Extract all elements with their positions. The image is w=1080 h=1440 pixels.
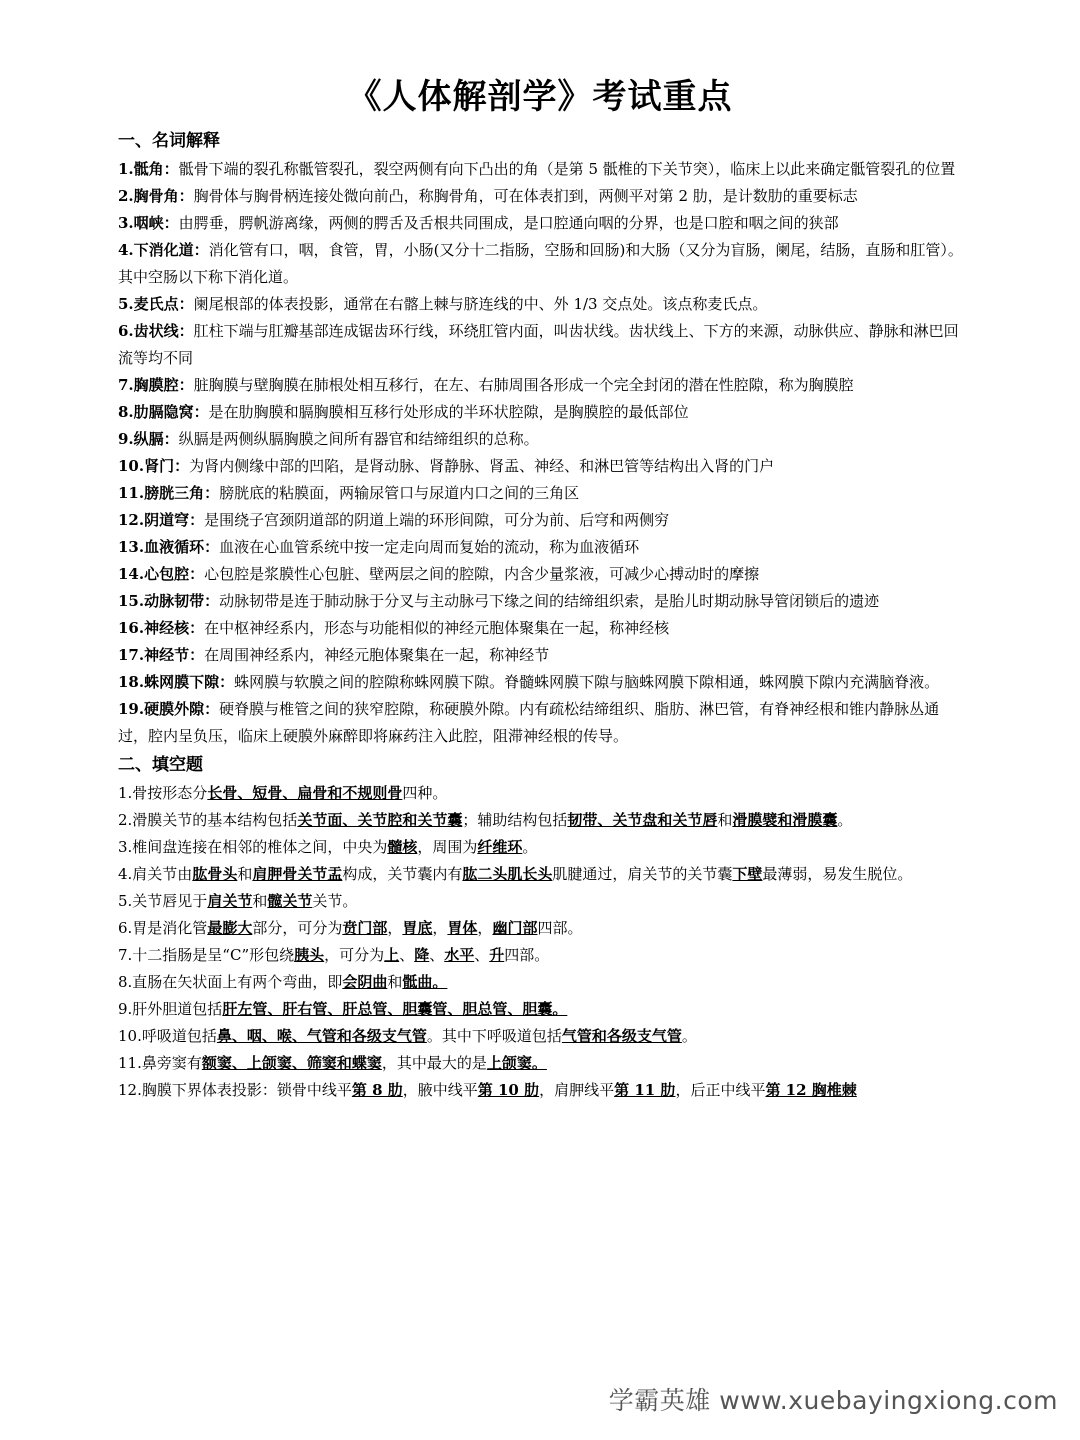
definition-text: 是在肋胸膜和膈胸膜相互移行处形成的半环状腔隙，是胸膜腔的最低部位 [208, 403, 689, 421]
answer-text: 长骨、短骨、扁骨和不规则骨 [207, 784, 403, 802]
answer-text: 鼻、咽、喉、气管和各级支气管 [216, 1027, 427, 1045]
question-text: 和 [237, 865, 253, 883]
question-text: 四种。 [402, 784, 448, 802]
question-text: ；辅助结构包括 [462, 811, 568, 829]
answer-text: 滑膜襞和滑膜囊 [732, 811, 838, 829]
question-text: 6.胃是消化管 [118, 919, 208, 937]
definition-text: 为肾内侧缘中部的凹陷，是肾动脉、肾静脉、肾盂、神经、和淋巴管等结构出入肾的门户 [189, 457, 775, 475]
question-text: 7.十二指肠是呈“C”形包绕 [118, 946, 295, 964]
fill-blank-item [118, 780, 964, 807]
definition-term: 8.肋膈隐窝： [118, 403, 209, 421]
definition-item [118, 696, 964, 750]
definition-item [118, 237, 964, 291]
definition-text: 动脉韧带是连于肺动脉于分叉与主动脉弓下缘之间的结缔组织索，是胎儿时期动脉导管闭锁后的遗迹 [219, 592, 880, 610]
section-heading-definitions: 一、名词解释 [118, 131, 220, 151]
answer-text: 肱骨头 [192, 865, 238, 883]
question-text: 2.滑膜关节的基本结构包括 [118, 811, 298, 829]
question-text: 和 [252, 892, 268, 910]
definitions-list [118, 156, 964, 750]
fill-blank-item [118, 861, 964, 888]
definition-item [118, 453, 964, 480]
definition-text: 纵膈是两侧纵膈胸膜之间所有器官和结缔组织的总称。 [178, 430, 539, 448]
definition-term: 6.齿状线： [118, 322, 194, 340]
question-text: ， [477, 919, 493, 937]
answer-text: 髓核 [387, 838, 418, 856]
definition-text: 骶骨下端的裂孔称骶管裂孔，裂空两侧有向下凸出的角（是第 5 骶椎的下关节突），临床上以此来确定骶管裂孔的位置 [178, 160, 956, 178]
fill-blank-item [118, 807, 964, 834]
answer-text: 上颌窦。 [486, 1054, 547, 1072]
question-text: 11.鼻旁窦有 [118, 1054, 202, 1072]
question-text: 、 [474, 946, 490, 964]
definition-item [118, 210, 964, 237]
fill-blank-item [118, 1050, 964, 1077]
question-text: 部分，可分为 [252, 919, 343, 937]
answer-text: 纤维环 [477, 838, 523, 856]
answer-text: 骶曲。 [402, 973, 448, 991]
question-text: ，肩胛线平 [539, 1081, 615, 1099]
definition-term: 7.胸膜腔： [118, 376, 194, 394]
answer-text: 胰头 [294, 946, 325, 964]
fill-blank-item [118, 1023, 964, 1050]
fill-blank-item [118, 888, 964, 915]
watermark: 学霸英雄 www.xuebayingxiong.com [608, 1386, 1058, 1415]
definition-text: 由腭垂，腭帆游离缘，两侧的腭舌及舌根共同围成，是口腔通向咽的分界，也是口腔和咽之间的狭部 [178, 214, 839, 232]
question-text: 四部。 [504, 946, 550, 964]
question-text: 、 [429, 946, 445, 964]
answer-text: 水平 [444, 946, 475, 964]
question-text: 3.椎间盘连接在相邻的椎体之间，中央为 [118, 838, 388, 856]
fill-blank-item [118, 996, 964, 1023]
answer-text: 肱二头肌长头 [462, 865, 553, 883]
answer-text: 胃底 [402, 919, 433, 937]
definition-term: 18.蛛网膜下隙： [118, 673, 235, 691]
question-text: ， [432, 919, 448, 937]
answer-text: 第 8 肋 [351, 1081, 403, 1099]
question-text: ，腋中线平 [402, 1081, 478, 1099]
definition-term: 14.心包腔： [118, 565, 205, 583]
question-text: 、 [399, 946, 415, 964]
definition-text: 消化管有口，咽，食管，胃，小肠(又分十二指肠，空肠和回肠)和大肠（又分为盲肠，阑尾，结肠，直肠和肛管）。其中空肠以下称下消化道。 [118, 241, 963, 286]
definition-text: 心包腔是浆膜性心包脏、壁两层之间的腔隙，内含少量浆液，可减少心搏动时的摩擦 [204, 565, 760, 583]
question-text: 1.骨按形态分 [118, 784, 208, 802]
question-text: 构成，关节囊内有 [342, 865, 463, 883]
question-text: 9.肝外胆道包括 [118, 1000, 223, 1018]
document-title: 《人体解剖学》考试重点 [347, 77, 733, 117]
question-text: 。 [522, 838, 538, 856]
definition-item [118, 669, 964, 696]
answer-text: 贲门部 [342, 919, 388, 937]
question-text: 四部。 [537, 919, 583, 937]
definition-text: 在周围神经系内，神经元胞体聚集在一起，称神经节 [204, 646, 550, 664]
document-content [118, 126, 964, 1104]
question-text: 4.肩关节由 [118, 865, 193, 883]
answer-text: 升 [489, 946, 505, 964]
definition-text: 在中枢神经系内，形态与功能相似的神经元胞体聚集在一起，称神经核 [204, 619, 670, 637]
definition-text: 阑尾根部的体表投影，通常在右髂上棘与脐连线的中、外 1/3 交点处。该点称麦氏点。 [193, 295, 768, 313]
definition-term: 10.肾门： [118, 457, 190, 475]
definition-term: 9.纵膈： [118, 430, 179, 448]
definition-term: 11.膀胱三角： [118, 484, 220, 502]
answer-text: 第 10 肋 [477, 1081, 540, 1099]
definition-item [118, 480, 964, 507]
answer-text: 第 11 肋 [614, 1081, 676, 1099]
answer-text: 最膨大 [207, 919, 253, 937]
definition-text: 脏胸膜与壁胸膜在肺根处相互移行，在左、右肺周围各形成一个完全封闭的潜在性腔隙，称为胸膜腔 [193, 376, 854, 394]
question-text: 最薄弱，易发生脱位。 [762, 865, 913, 883]
answer-text: 上 [384, 946, 400, 964]
definition-item [118, 399, 964, 426]
definition-item [118, 426, 964, 453]
fill-blank-item [118, 942, 964, 969]
fill-blank-item [118, 834, 964, 861]
question-text: 8.直肠在矢状面上有两个弯曲，即 [118, 973, 343, 991]
definition-text: 蛛网膜与软膜之间的腔隙称蛛网膜下隙。脊髓蛛网膜下隙与脑蛛网膜下隙相通，蛛网膜下隙内充满脑脊液。 [234, 673, 940, 691]
answer-text: 胃体 [447, 919, 478, 937]
fill-blank-item [118, 969, 964, 996]
question-text: 和 [717, 811, 733, 829]
answer-text: 额窦、上颌窦、筛窦和蝶窦 [201, 1054, 382, 1072]
section-heading-fill-blanks: 二、填空题 [118, 755, 203, 775]
definition-item [118, 561, 964, 588]
question-text: 。其中下呼吸道包括 [426, 1027, 562, 1045]
definition-term: 17.神经节： [118, 646, 205, 664]
definition-item [118, 534, 964, 561]
definition-item [118, 642, 964, 669]
question-text: 关节。 [312, 892, 358, 910]
fill-blank-item [118, 1077, 964, 1104]
definition-term: 13.血液循环： [118, 538, 220, 556]
answer-text: 降 [414, 946, 430, 964]
answer-text: 关节面、关节腔和关节囊 [297, 811, 463, 829]
question-text: 和 [387, 973, 403, 991]
question-text: 肌腱通过，肩关节的关节囊 [552, 865, 733, 883]
fill-blanks-list [118, 780, 964, 1104]
answer-text: 韧带、关节盘和关节唇 [567, 811, 718, 829]
definition-text: 硬脊膜与椎管之间的狭窄腔隙，称硬膜外隙。内有疏松结缔组织、脂肪、淋巴管，有脊神经根和锥内静脉丛通过，腔内呈负压，临床上硬膜外麻醉即将麻药注入此腔，阻滞神经根的传导。 [118, 700, 940, 745]
question-text: ，后正中线平 [675, 1081, 766, 1099]
definition-term: 3.咽峡： [118, 214, 179, 232]
answer-text: 肩胛骨关节盂 [252, 865, 343, 883]
definition-item [118, 183, 964, 210]
question-text: 。 [681, 1027, 697, 1045]
definition-term: 12.阴道穹： [118, 511, 205, 529]
answer-text: 髋关节 [267, 892, 313, 910]
definition-term: 16.神经核： [118, 619, 205, 637]
definition-text: 肛柱下端与肛瓣基部连成锯齿环行线，环绕肛管内面，叫齿状线。齿状线上、下方的来源，动脉供应、静脉和淋巴回流等均不同 [118, 322, 959, 367]
definition-item [118, 372, 964, 399]
fill-blank-item [118, 915, 964, 942]
definition-term: 19.硬膜外隙： [118, 700, 220, 718]
definition-text: 是围绕子宫颈阴道部的阴道上端的环形间隙，可分为前、后穹和两侧穷 [204, 511, 670, 529]
definition-item [118, 291, 964, 318]
answer-text: 肩关节 [207, 892, 253, 910]
question-text: ， [387, 919, 403, 937]
question-text: ，可分为 [324, 946, 385, 964]
definition-item [118, 318, 964, 372]
definition-term: 1.骶角： [118, 160, 179, 178]
question-text: 。 [837, 811, 853, 829]
answer-text: 会阴曲 [342, 973, 388, 991]
definition-term: 5.麦氏点： [118, 295, 194, 313]
definition-term: 15.动脉韧带： [118, 592, 220, 610]
answer-text: 第 12 胸椎棘 [765, 1081, 857, 1099]
definition-term: 4.下消化道： [118, 241, 209, 259]
definition-item [118, 507, 964, 534]
answer-text: 气管和各级支气管 [561, 1027, 682, 1045]
question-text: ，周围为 [417, 838, 478, 856]
definition-item [118, 156, 964, 183]
definition-item [118, 588, 964, 615]
question-text: 5.关节唇见于 [118, 892, 208, 910]
definition-text: 血液在心血管系统中按一定走向周而复始的流动，称为血液循环 [219, 538, 640, 556]
definition-text: 胸骨体与胸骨柄连接处微向前凸，称胸骨角，可在体表扪到，两侧平对第 2 肋，是计数肋的重要标志 [193, 187, 858, 205]
question-text: 10.呼吸道包括 [118, 1027, 217, 1045]
answer-text: 下壁 [732, 865, 763, 883]
question-text: ，其中最大的是 [381, 1054, 487, 1072]
question-text: 12.胸膜下界体表投影：锁骨中线平 [118, 1081, 352, 1099]
definition-term: 2.胸骨角： [118, 187, 194, 205]
definition-item [118, 615, 964, 642]
answer-text: 肝左管、肝右管、肝总管、胆囊管、胆总管、胆囊。 [222, 1000, 568, 1018]
answer-text: 幽门部 [492, 919, 538, 937]
definition-text: 膀胱底的粘膜面，两输尿管口与尿道内口之间的三角区 [219, 484, 580, 502]
